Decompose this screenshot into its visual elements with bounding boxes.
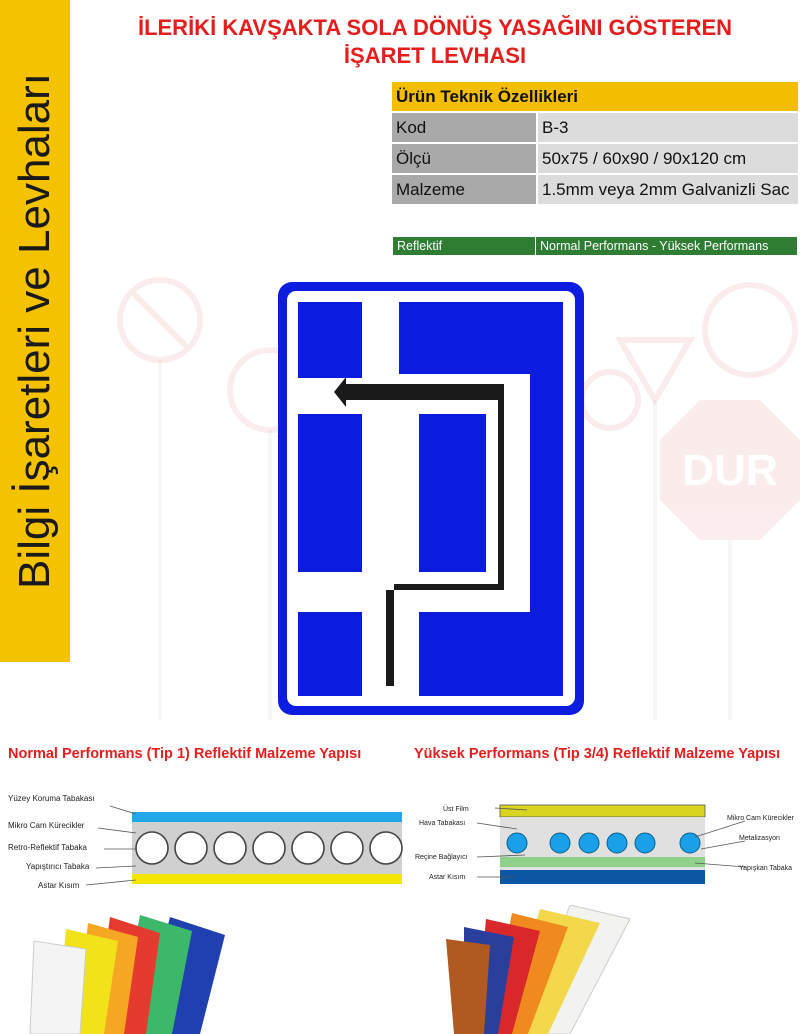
layer-label: Astar Kısım bbox=[38, 881, 80, 890]
spec-value-kod: B-3 bbox=[536, 113, 798, 142]
normal-performance-title: Normal Performans (Tip 1) Reflektif Malzeme Yapısı bbox=[8, 746, 362, 762]
sidebar-title: Bilgi İşaretleri ve Levhaları bbox=[10, 72, 59, 590]
layer-label: Mikro Cam Kürecikler bbox=[8, 821, 85, 830]
spec-table-heading: Ürün Teknik Özellikleri bbox=[392, 82, 798, 111]
normal-performance-diagram bbox=[0, 788, 405, 893]
spec-table bbox=[392, 80, 798, 206]
spec-label-kod: Kod bbox=[392, 113, 536, 142]
high-performance-diagram bbox=[405, 795, 810, 900]
spec-row bbox=[392, 113, 798, 142]
reflective-value: Normal Performans - Yüksek Performans bbox=[536, 237, 798, 256]
layer-label: Astar Kısım bbox=[429, 874, 466, 881]
layer-label: Mikro Cam Kürecikler bbox=[727, 815, 794, 822]
spec-value-olcu: 50x75 / 60x90 / 90x120 cm bbox=[536, 144, 798, 173]
svg-text:DUR: DUR bbox=[682, 446, 778, 495]
spec-label-malzeme: Malzeme bbox=[392, 175, 536, 204]
traffic-sign-b3 bbox=[278, 282, 584, 715]
sidebar-banner bbox=[0, 0, 70, 662]
normal-reflective-swatches bbox=[20, 905, 240, 1034]
layer-label: Metalizasyon bbox=[739, 835, 780, 842]
high-reflective-swatches bbox=[440, 905, 670, 1034]
layer-label: Yapıştırıcı Tabaka bbox=[26, 862, 90, 871]
layer-label: Reçine Bağlayıcı bbox=[415, 854, 468, 861]
high-performance-title: Yüksek Performans (Tip 3/4) Reflektif Malzeme Yapısı bbox=[414, 746, 781, 762]
layer-label: Yapışkan Tabaka bbox=[739, 865, 793, 872]
spec-row bbox=[392, 175, 798, 204]
spec-value-malzeme: 1.5mm veya 2mm Galvanizli Sac bbox=[536, 175, 798, 204]
page-title bbox=[110, 14, 760, 70]
page-title-line2: İŞARET LEVHASI bbox=[343, 43, 527, 68]
layer-label: Üst Film bbox=[443, 806, 469, 813]
reflective-label: Reflektif bbox=[393, 237, 536, 256]
layer-label: Yüzey Koruma Tabakası bbox=[8, 794, 95, 803]
spec-label-olcu: Ölçü bbox=[392, 144, 536, 173]
layer-label: Retro-Reflektif Tabaka bbox=[8, 843, 87, 852]
page-title-line1: İLERİKİ KAVŞAKTA SOLA DÖNÜŞ YASAĞINI GÖSTEREN bbox=[137, 15, 733, 40]
spec-row bbox=[392, 144, 798, 173]
layer-label: Hava Tabakası bbox=[419, 820, 466, 827]
